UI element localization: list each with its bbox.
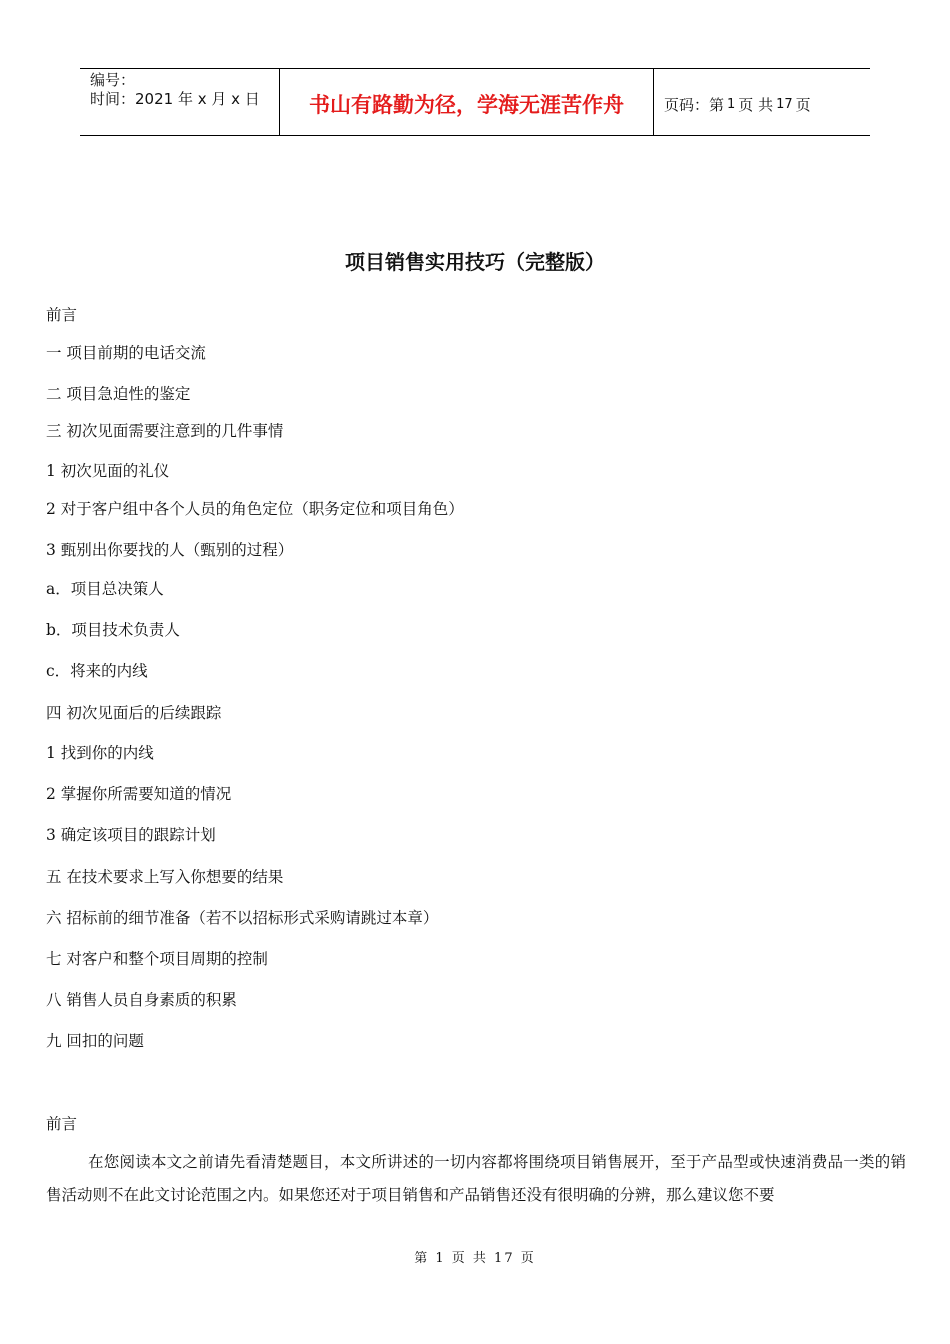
toc-item: 一 项目前期的电话交流 xyxy=(46,344,206,362)
header-table xyxy=(80,68,870,136)
body-paragraph-text: 在您阅读本文之前请先看清楚题目，本文所讲述的一切内容都将围绕项目销售展开，至于产品型或快速消费品一类的销售活动则不在此文讨论范围之内。如果您还对于项目销售和产品销售还没有很明确的分辨，那么建议您不要 xyxy=(46,1153,906,1204)
page-footer: 第 1 页 共 17 页 xyxy=(414,1251,536,1266)
toc-item: 九 回扣的问题 xyxy=(46,1032,144,1050)
page-prefix: 页码：第 xyxy=(664,95,725,114)
toc-item: 2 对于客户组中各个人员的角色定位（职务定位和项目角色） xyxy=(46,500,464,518)
section-heading xyxy=(46,1108,906,1141)
page-mid: 页 共 xyxy=(738,95,774,114)
toc-item: 八 销售人员自身素质的积累 xyxy=(46,991,237,1009)
toc-item: 三 初次见面需要注意到的几件事情 xyxy=(46,422,284,440)
toc-item: 3 甄别出你要找的人（甄别的过程） xyxy=(46,541,294,559)
header-motto: 书山有路勤为径，学海无涯苦作舟 xyxy=(280,69,654,135)
body-paragraph xyxy=(46,1146,906,1212)
toc-item: b．项目技术负责人 xyxy=(46,621,180,639)
toc-item: 1 找到你的内线 xyxy=(46,744,154,762)
toc-item: 六 招标前的细节准备（若不以招标形式采购请跳过本章） xyxy=(46,909,439,927)
page-total: 17 xyxy=(776,96,793,112)
page-suffix: 页 xyxy=(795,95,811,114)
document-date: 时间：2021 年 x 月 x 日 xyxy=(90,90,260,108)
toc-item: c．将来的内线 xyxy=(46,662,148,680)
document-number-label: 编号： xyxy=(90,71,136,89)
toc-item: 3 确定该项目的跟踪计划 xyxy=(46,826,216,844)
document-title: 项目销售实用技巧（完整版） xyxy=(345,250,605,274)
toc-item: 前言 xyxy=(46,306,78,324)
header-info-cell xyxy=(80,69,280,135)
toc-item: 二 项目急迫性的鉴定 xyxy=(46,385,191,403)
section-heading-text: 前言 xyxy=(46,1115,78,1133)
toc-item: 五 在技术要求上写入你想要的结果 xyxy=(46,868,284,886)
toc-item: 七 对客户和整个项目周期的控制 xyxy=(46,950,268,968)
toc-item: 2 掌握你所需要知道的情况 xyxy=(46,785,232,803)
toc-item: 四 初次见面后的后续跟踪 xyxy=(46,704,222,722)
page-current: 1 xyxy=(727,96,736,112)
toc-item: 1 初次见面的礼仪 xyxy=(46,462,170,480)
header-page-info xyxy=(654,69,870,137)
toc-item: a．项目总决策人 xyxy=(46,580,164,598)
